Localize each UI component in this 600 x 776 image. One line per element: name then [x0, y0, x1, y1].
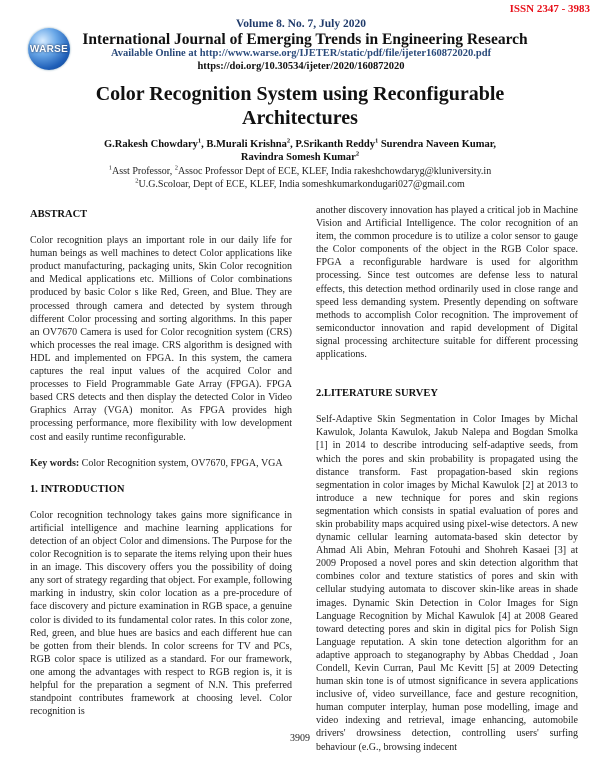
warse-logo	[28, 28, 70, 70]
page-number: 3909	[290, 733, 310, 744]
introduction-heading: 1. INTRODUCTION	[30, 483, 125, 495]
author: Surendra Naveen Kumar,	[378, 139, 497, 150]
abstract-heading: ABSTRACT	[30, 209, 88, 220]
right-column	[316, 204, 578, 754]
issn-label: ISSN 2347 - 3983	[509, 3, 590, 15]
introduction-continued-text: another discovery innovation has played a critical job in Machine Vision and Artificial Intelligence. The color recognition of an item, the common procedure is to utilize a color sensor to gauge the Color components of the object in the RGB Color space. FPGA a reconfigurable hardware is used for algorithm processing. Since test outcomes are defense less to natural effects, this detection method ordinarily used in close range and speed less demanding system. Presently depending on software methods to accomplish Color recognition. The improvement of semiconductor innovation and rapid development of Digital signal processing architecture suitable for different processing applications.	[316, 205, 578, 361]
author-sup: 2	[286, 137, 291, 145]
affiliation-2	[40, 178, 560, 191]
paper-title: Color Recognition System using Reconfigurable Architectures	[95, 83, 505, 129]
literature-survey-text: Self-Adaptive Skin Segmentation in Color Images by Michal Kawulok, Jolanta Kawulok, Jakub Nalepa and Bogdan Smolka [1] in 2014 to describe introducing self-adaptive seeds, from which the pores and skin probability is propagated using the distance transform. Fast propagation-based skin regions segmentation in color images by Michal Kawulok [2] at 2013 to introduce a new technique for pores and skin regions segmentation which consists in spatial evaluation of pores and skin probability maps acquired using pixel-wise detectors. A new dynamic cellular learning automata-based skin detector by Ahmad Ali Abin, Mehran Fotouhi and Shohreh Kasaei [3] at 2009 Proposed a novel pores and skin detection algorithm that combines color and texture statistics of pores and skin with cellular studying automata to discover skin-like areas in shade images. Dynamic Skin Detection in Color Images for Sign Language Recognition by Michal Kawulok [4] at 2008 Geared toward detecting pores and skin in digital pics for Polish Sign Language reputation. A skin tone detection algorithm for an adaptive approach to steganography by Abbas Cheddad , Joan Condell, Kevin Curran, Paul Mc Kevitt [5] at 2009 Detecting human skin tone is of utmost significance in severa applications inclusive of, video surveillance, face and gesture recognition, human computer interplay, human pose modelling, image and video indexing and retrieval, image enhancing, automobile drivers' drowsiness detection, controlling users' surfing behaviour (e.G., browsing indecent	[316, 414, 578, 753]
author-sup: 1	[374, 137, 379, 145]
volume-info: Volume 8. No. 7, July 2020	[236, 18, 366, 30]
literature-survey-heading: 2.LITERATURE SURVEY	[316, 388, 438, 400]
author: , P.Srikanth Reddy	[290, 139, 375, 150]
author-sup: 1	[197, 137, 202, 145]
logo-text: WARSE	[29, 43, 69, 55]
author-sup: 2	[355, 150, 360, 158]
author: G.Rakesh Chowdary	[103, 139, 198, 150]
abstract-text: Color recognition plays an important role in our daily life for human beings as well machines to detect Color applications like product manufacturing, packaging units, Skin Color recognition and Medical applications etc. Millions of Color combinations produced by basic Color s like Red, Green, and Blue. They are processed through camera and detected by system through different Color processing and sorting algorithms. In this paper an OV7670 Camera is used for Color recognition system (CRS) which processes the real image. CRS algorithm is designed with HDL and implemented on FPGA. In this system, the camera captures the real input values of the acquired Color and processes to Field Programmable Gate Array (FPGA). FPGA based CRS detects and then display the detected Color in Video Graphics Array (VGA) monitor. As FPGA provides high processing performance, more flexibility with low development cost and easily runtime reconfigurable.	[30, 235, 292, 443]
keywords-label: Key words:	[30, 457, 80, 469]
doi-link[interactable]: https://doi.org/10.30534/ijeter/2020/160872020	[197, 61, 405, 72]
available-online-link[interactable]: Available Online at http://www.warse.org/IJETER/static/pdf/file/ijeter160872020.pdf	[110, 48, 492, 59]
left-column	[30, 208, 292, 718]
author: , B.Murali Krishna	[201, 139, 287, 150]
affiliation-text: Assoc Professor Dept of ECE, KLEF, India rakeshchowdaryg@kluniversity.in	[177, 166, 492, 177]
keywords	[30, 457, 292, 470]
introduction-text: Color recognition technology takes gains more significance in artificial intelligence and machine learning applications for detection of an object Color and dimensions. The Purpose for the color Recognition is to separate the items relying upon their hues in an image. This discovery offers you the possibility of doing any sort of strategy regarding that object. For example, following marking in industry, skin color location as a pre-procedure of face discovery and picture examination in RGB space, a genuine color is divided to its fundamental color rates. In this color zone, Red, green, and blue hues are basics and each different hue can be gotten from their blends. In color screens for TV and PCs, RGB color space is utilized as a standard. For our framework, one among the advantages with respect to RGB region is, it is helpful for the preparation a segment of N.N. This preferred standpoint contributes framework at choosing level. Color recognition is	[30, 509, 292, 718]
affiliation-sup: 1	[108, 164, 113, 172]
journal-title: International Journal of Emerging Trends in Engineering Research	[82, 31, 528, 48]
author-list	[40, 138, 560, 164]
affiliation-sup: 2	[174, 164, 178, 172]
author: Ravindra Somesh Kumar	[240, 152, 356, 163]
affiliation-text: Asst Professor,	[112, 166, 175, 177]
affiliation-sup: 2	[135, 177, 139, 185]
affiliation-1	[40, 165, 560, 178]
affiliation-text: U.G.Scoloar, Dept of ECE, KLEF, India someshkumarkondugari027@gmail.com	[138, 179, 465, 190]
keywords-text: Color Recognition system, OV7670, FPGA, VGA	[79, 457, 283, 469]
